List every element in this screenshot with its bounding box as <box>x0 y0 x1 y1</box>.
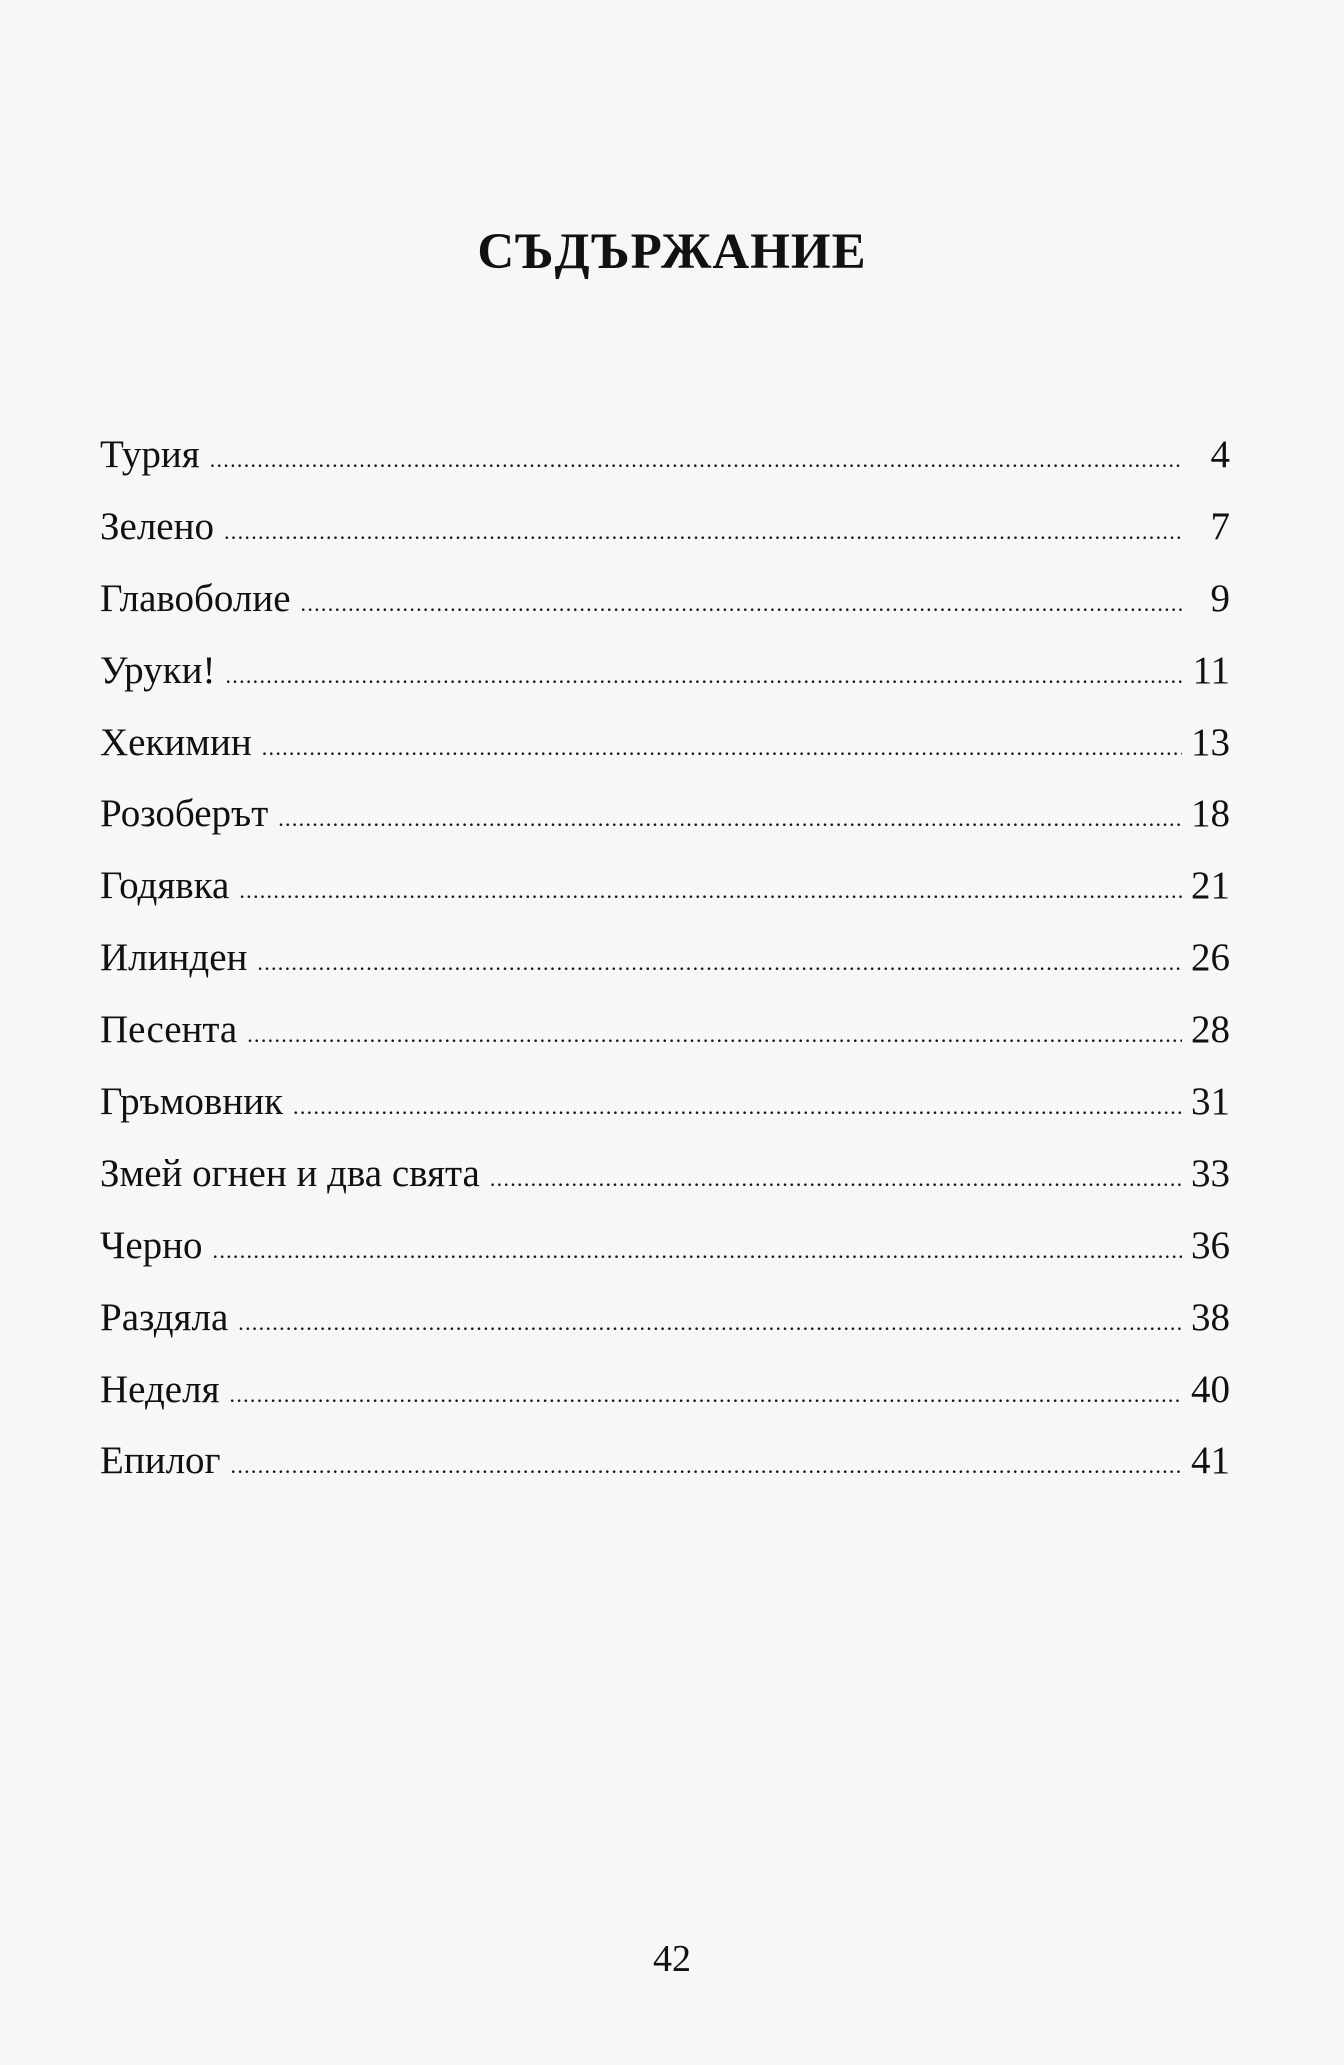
dot-leader <box>213 1226 1182 1276</box>
toc-entry-page: 28 <box>1191 1008 1230 1052</box>
dot-leader <box>210 435 1182 485</box>
toc-entry-page: 11 <box>1192 648 1230 692</box>
toc-entry[interactable] <box>100 1077 1230 1149</box>
toc-entry-page: 41 <box>1191 1439 1230 1483</box>
toc-entry-page: 18 <box>1191 792 1230 836</box>
toc-entry-page: 26 <box>1191 936 1230 980</box>
toc-entry[interactable] <box>100 789 1230 861</box>
toc-entry[interactable] <box>100 1293 1230 1365</box>
toc-entry-title: Неделя <box>100 1367 220 1411</box>
toc-entry-title: Уруки! <box>100 648 216 692</box>
toc-entry-page: 9 <box>1210 576 1230 620</box>
toc-entry-title: Розоберът <box>100 792 269 836</box>
toc-entry-page: 40 <box>1191 1367 1230 1411</box>
toc-entry[interactable] <box>100 430 1230 502</box>
toc-entry[interactable] <box>100 1365 1230 1437</box>
dot-leader <box>230 1370 1182 1420</box>
toc-entry[interactable] <box>100 861 1230 933</box>
dot-leader <box>224 507 1182 557</box>
toc-entry-page: 31 <box>1191 1080 1230 1124</box>
toc-entry-title: Годявка <box>100 864 230 908</box>
toc-entry-title: Змей огнен и два свята <box>100 1151 480 1195</box>
toc-entry-page: 13 <box>1191 720 1230 764</box>
toc-entry-page: 7 <box>1210 504 1230 548</box>
toc-entry[interactable] <box>100 502 1230 574</box>
toc-entry[interactable] <box>100 718 1230 790</box>
page-number: 42 <box>653 1938 691 1980</box>
toc-entry-title: Епилог <box>100 1439 221 1483</box>
toc-entry-title: Зелено <box>100 504 214 548</box>
dot-leader <box>293 1082 1182 1132</box>
dot-leader <box>301 579 1182 629</box>
toc-entry-title: Илинден <box>100 936 248 980</box>
dot-leader <box>238 1298 1182 1348</box>
toc-entry[interactable] <box>100 1005 1230 1077</box>
toc-entry-page: 33 <box>1191 1151 1230 1195</box>
dot-leader <box>490 1154 1182 1204</box>
dot-leader <box>262 723 1182 773</box>
dot-leader <box>278 794 1182 844</box>
toc-entry-page: 38 <box>1191 1295 1230 1339</box>
toc-entry-page: 4 <box>1210 433 1230 476</box>
dot-leader <box>239 866 1182 916</box>
page-title: СЪДЪРЖАНИЕ <box>477 224 867 280</box>
dot-leader <box>231 1441 1182 1491</box>
toc-entry-title: Песента <box>100 1008 238 1052</box>
toc-entry-page: 36 <box>1191 1223 1230 1267</box>
dot-leader <box>247 1010 1182 1060</box>
toc-entry-title: Хекимин <box>100 720 252 764</box>
dot-leader <box>225 651 1182 701</box>
toc-entry[interactable] <box>100 933 1230 1005</box>
toc-entry[interactable] <box>100 1436 1230 1508</box>
toc-entry[interactable] <box>100 646 1230 718</box>
toc-entry-page: 21 <box>1191 864 1230 908</box>
dot-leader <box>257 938 1182 988</box>
toc-entry[interactable] <box>100 1221 1230 1293</box>
toc-entry-title: Черно <box>100 1223 203 1267</box>
toc-entry[interactable] <box>100 574 1230 646</box>
toc-entry-title: Гръмовник <box>100 1080 284 1124</box>
toc-entry[interactable] <box>100 1149 1230 1221</box>
toc-entry-title: Турия <box>100 433 200 476</box>
table-of-contents <box>100 430 1230 1508</box>
toc-entry-title: Главоболие <box>100 576 291 620</box>
toc-entry-title: Раздяла <box>100 1295 229 1339</box>
